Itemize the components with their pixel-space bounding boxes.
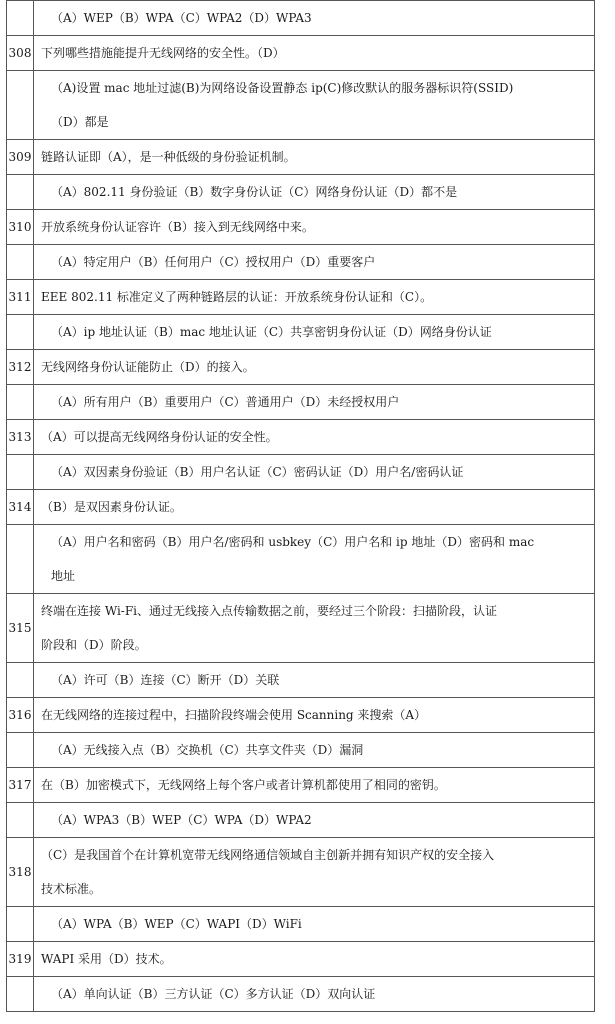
question-number: [7, 1, 34, 36]
options-text: [34, 385, 595, 420]
text-line: （A）特定用户（B）任何用户（C）授权用户（D）重要客户: [51, 255, 376, 269]
question-number: [7, 907, 34, 942]
question-row: [7, 280, 595, 315]
text-line: 阶段和（D）阶段。: [41, 638, 147, 652]
question-row: [7, 140, 595, 175]
options-row: [7, 803, 595, 838]
text-line: （A)设置 mac 地址过滤(B)为网络设备设置静态 ip(C)修改默认的服务器标识符(SSID): [51, 81, 514, 95]
question-table: [6, 0, 595, 1012]
question-row: [7, 942, 595, 977]
text-line: （A）ip 地址认证（B）mac 地址认证（C）共享密钥身份认证（D）网络身份认证: [51, 325, 492, 339]
question-number: 316: [7, 698, 34, 733]
question-text: [34, 698, 595, 733]
text-line: WAPI 采用（D）技术。: [41, 952, 172, 966]
question-text: [34, 594, 595, 663]
text-line: 终端在连接 Wi-Fi、通过无线接入点传输数据之前，要经过三个阶段：扫描阶段，认证: [41, 604, 497, 618]
question-number: 309: [7, 140, 34, 175]
question-number: 313: [7, 420, 34, 455]
question-number: [7, 315, 34, 350]
question-number: [7, 385, 34, 420]
question-text: [34, 420, 595, 455]
options-row: [7, 71, 595, 140]
question-text: [34, 838, 595, 907]
question-text: [34, 140, 595, 175]
options-row: [7, 175, 595, 210]
text-line: 地址: [51, 569, 76, 583]
question-row: [7, 768, 595, 803]
text-line: （B）是双因素身份认证。: [41, 500, 182, 514]
options-text: [34, 977, 595, 1012]
question-text: [34, 490, 595, 525]
question-number: [7, 733, 34, 768]
question-number: [7, 245, 34, 280]
question-number: 315: [7, 594, 34, 663]
options-row: [7, 315, 595, 350]
options-row: [7, 907, 595, 942]
text-line: （A）可以提高无线网络身份认证的安全性。: [41, 430, 278, 444]
options-text: [34, 245, 595, 280]
options-text: [34, 315, 595, 350]
text-line: 在无线网络的连接过程中，扫描阶段终端会使用 Scanning 来搜索（A）: [41, 708, 427, 722]
text-line: 链路认证即（A），是一种低级的身份验证机制。: [41, 150, 296, 164]
text-line: EEE 802.11 标准定义了两种链路层的认证：开放系统身份认证和（C）。: [41, 290, 433, 304]
question-text: [34, 350, 595, 385]
options-text: [34, 663, 595, 698]
text-line: （A）WPA3（B）WEP（C）WPA（D）WPA2: [51, 813, 312, 827]
options-text: [34, 1, 595, 36]
options-text: [34, 71, 595, 140]
question-table-body: [7, 1, 595, 1012]
question-number: [7, 663, 34, 698]
options-text: [34, 803, 595, 838]
options-text: [34, 175, 595, 210]
question-number: 312: [7, 350, 34, 385]
options-row: [7, 525, 595, 594]
question-text: [34, 942, 595, 977]
text-line: （A）WPA（B）WEP（C）WAPI（D）WiFi: [51, 917, 302, 931]
question-text: [34, 768, 595, 803]
text-line: 技术标准。: [41, 882, 102, 896]
options-text: [34, 525, 595, 594]
text-line: 下列哪些措施能提升无线网络的安全性。（D）: [41, 46, 285, 60]
text-line: （A）无线接入点（B）交换机（C）共享文件夹（D）漏洞: [51, 743, 364, 757]
options-row: [7, 1, 595, 36]
text-line: 在（B）加密模式下，无线网络上每个客户或者计算机都使用了相同的密钥。: [41, 778, 446, 792]
question-text: [34, 36, 595, 71]
question-text: [34, 210, 595, 245]
question-row: [7, 420, 595, 455]
question-number: [7, 803, 34, 838]
question-number: [7, 455, 34, 490]
options-text: [34, 907, 595, 942]
text-line: 开放系统身份认证容许（B）接入到无线网络中来。: [41, 220, 314, 234]
question-row: [7, 594, 595, 663]
question-number: 314: [7, 490, 34, 525]
question-text: [34, 280, 595, 315]
question-number: 308: [7, 36, 34, 71]
text-line: （A）用户名和密码（B）用户名/密码和 usbkey（C）用户名和 ip 地址（D）密码和 mac: [51, 535, 535, 549]
options-row: [7, 977, 595, 1012]
options-row: [7, 733, 595, 768]
text-line: （A）WEP（B）WPA（C）WPA2（D）WPA3: [51, 11, 312, 25]
question-row: [7, 36, 595, 71]
options-text: [34, 733, 595, 768]
question-number: [7, 71, 34, 140]
question-number: 319: [7, 942, 34, 977]
question-number: 310: [7, 210, 34, 245]
text-line: （D）都是: [51, 115, 109, 129]
question-number: 311: [7, 280, 34, 315]
options-row: [7, 455, 595, 490]
text-line: （A）许可（B）连接（C）断开（D）关联: [51, 673, 280, 687]
question-number: 318: [7, 838, 34, 907]
question-row: [7, 490, 595, 525]
question-row: [7, 698, 595, 733]
text-line: （A）双因素身份验证（B）用户名认证（C）密码认证（D）用户名/密码认证: [51, 465, 464, 479]
question-number: [7, 525, 34, 594]
question-row: [7, 350, 595, 385]
options-row: [7, 245, 595, 280]
text-line: （C）是我国首个在计算机宽带无线网络通信领域自主创新并拥有知识产权的安全接入: [41, 848, 495, 862]
text-line: （A）所有用户（B）重要用户（C）普通用户（D）未经授权用户: [51, 395, 400, 409]
options-text: [34, 455, 595, 490]
text-line: 无线网络身份认证能防止（D）的接入。: [41, 360, 255, 374]
text-line: （A）单向认证（B）三方认证（C）多方认证（D）双向认证: [51, 987, 376, 1001]
text-line: （A）802.11 身份验证（B）数字身份认证（C）网络身份认证（D）都不是: [51, 185, 458, 199]
question-number: 317: [7, 768, 34, 803]
options-row: [7, 385, 595, 420]
question-number: [7, 977, 34, 1012]
question-row: [7, 210, 595, 245]
question-number: [7, 175, 34, 210]
options-row: [7, 663, 595, 698]
question-row: [7, 838, 595, 907]
